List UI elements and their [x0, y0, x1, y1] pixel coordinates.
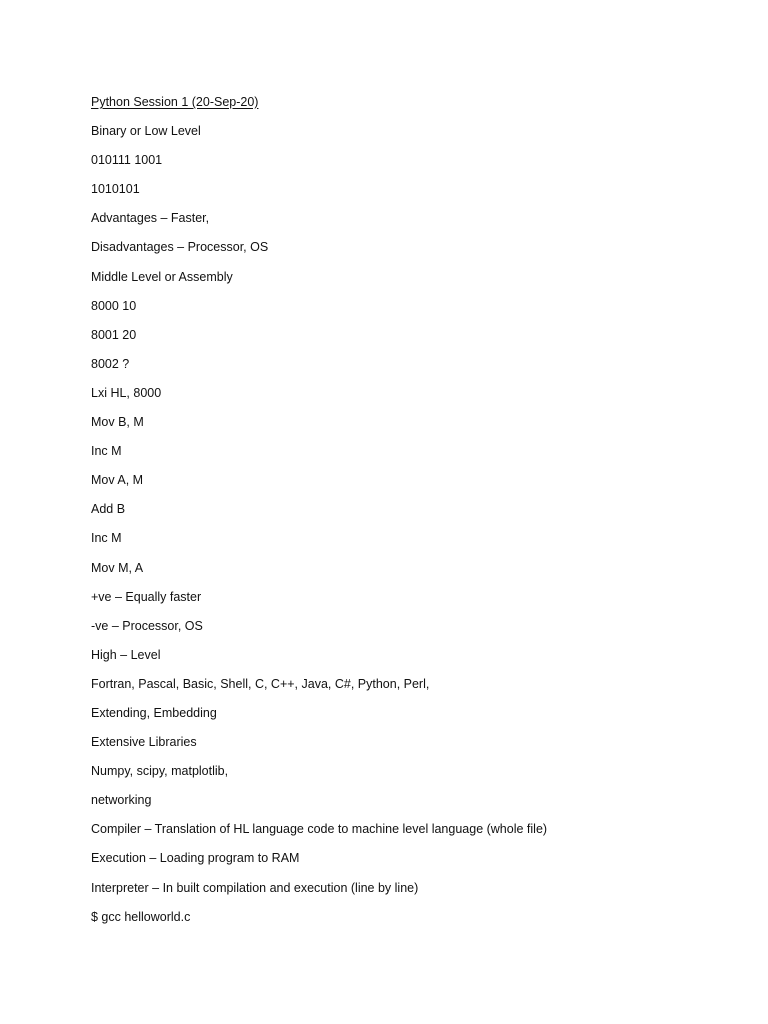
text-line: Disadvantages – Processor, OS	[91, 240, 269, 255]
text-line: +ve – Equally faster	[91, 589, 202, 604]
text-line: networking	[91, 793, 152, 808]
text-line: $ gcc helloworld.c	[91, 909, 191, 924]
text-line: Binary or Low Level	[91, 124, 201, 139]
text-line: -ve – Processor, OS	[91, 618, 203, 633]
text-line: 1010101	[91, 182, 140, 197]
text-line: Advantages – Faster,	[91, 211, 210, 226]
text-line: Mov M, A	[91, 560, 144, 575]
text-line: Interpreter – In built compilation and execution (line by line)	[91, 880, 419, 895]
text-line: Lxi HL, 8000	[91, 385, 162, 400]
text-line: Numpy, scipy, matplotlib,	[91, 764, 229, 779]
text-line: Inc M	[91, 531, 122, 546]
text-line: High – Level	[91, 647, 161, 662]
text-line: Add B	[91, 502, 126, 517]
text-line: Mov B, M	[91, 415, 144, 430]
text-line: 8001 20	[91, 327, 137, 342]
text-line: 010111 1001	[91, 153, 163, 168]
text-line: Fortran, Pascal, Basic, Shell, C, C++, Java, C#, Python, Perl,	[91, 676, 430, 691]
text-line: 8000 10	[91, 298, 137, 313]
text-line: Execution – Loading program to RAM	[91, 851, 300, 866]
text-line: Inc M	[91, 444, 122, 459]
text-line: Mov A, M	[91, 473, 144, 488]
document-body	[91, 94, 751, 938]
page-title: Python Session 1 (20-Sep-20)	[91, 95, 259, 109]
text-line: Compiler – Translation of HL language code to machine level language (whole file)	[91, 822, 548, 837]
text-line: Middle Level or Assembly	[91, 269, 233, 284]
text-line: Extending, Embedding	[91, 705, 217, 720]
text-line: Extensive Libraries	[91, 735, 197, 750]
text-line: 8002 ?	[91, 356, 130, 371]
